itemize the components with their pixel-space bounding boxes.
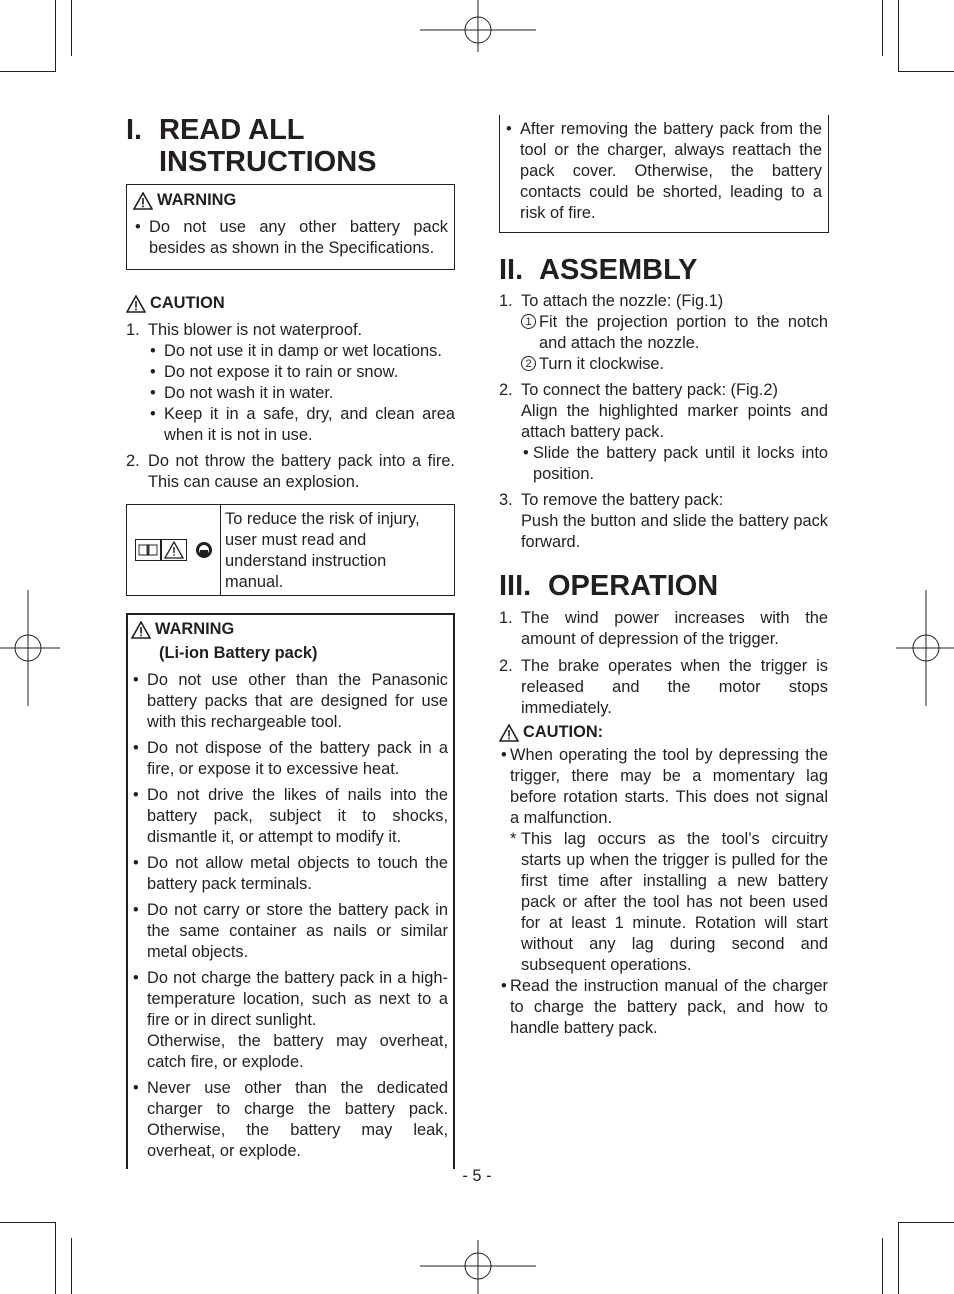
assembly-step-3: 3. To remove the battery pack: Push the button and slide the battery pack forward.: [499, 491, 828, 551]
warning-item: • Never use other than the dedicated charger to charge the battery pack. Otherwise, the battery may leak, overheat, or explode.: [131, 1078, 448, 1162]
circled-number-2-icon: 2: [521, 356, 536, 371]
warning-triangle-icon: [133, 192, 153, 210]
notice-icons: [127, 505, 221, 595]
warning-box-battery: [126, 184, 455, 270]
warning-item: • Do not use any other battery pack besides as shown in the Specifications.: [133, 217, 448, 259]
warning-triangle-icon: [126, 295, 146, 313]
book-icon: [135, 539, 161, 561]
warning-triangle-icon: [499, 724, 519, 742]
warning-header: [131, 619, 448, 640]
operation-content: [499, 608, 828, 1039]
circled-number-1-icon: 1: [521, 314, 536, 329]
warning-triangle-icon: [131, 621, 151, 639]
caution-bullet: • Read the instruction manual of the charger to charge the battery pack, and how to handle battery pack.: [499, 976, 828, 1039]
registration-mark-right: [896, 590, 954, 706]
caution-bullet: • Do not wash it in water.: [148, 383, 455, 404]
section-number: I.: [126, 114, 143, 146]
notice-text: To reduce the risk of injury, user must read and understand instruction manual.: [225, 510, 420, 591]
warning-label: WARNING: [155, 620, 235, 638]
warning-item: • After removing the battery pack from the tool or the charger, always reattach the pack cover. Otherwise, the battery contacts could be shorted, leading to a risk of fire.: [504, 119, 822, 224]
section-title: OPERATION: [548, 570, 719, 602]
title-line-1: READ ALL: [159, 114, 305, 146]
caution-bullet: • Do not expose it to rain or snow.: [148, 362, 455, 383]
caution-label: CAUTION: [150, 294, 225, 312]
assembly-step-1: 1. To attach the nozzle: (Fig.1) 1 Fit the projection portion to the notch and attach the nozzle. 2 Turn it clockwise.: [499, 292, 828, 373]
operation-item-2: 2. The brake operates when the trigger is released and the motor stops immediately.: [499, 657, 828, 717]
footnote: * This lag occurs as the tool’s circuitry starts up when the trigger is pulled for the first time after installing a new battery pack or after the tool has not been used for at least 1 minute. Rotation will start without any lag during second and subsequent operations.: [510, 830, 828, 974]
continued-warning-box: [499, 115, 829, 233]
warning-item: • Do not allow metal objects to touch the battery pack terminals.: [131, 853, 448, 895]
section-title-assembly: [499, 254, 829, 286]
warning-sublabel: (Li-ion Battery pack): [159, 644, 318, 662]
warning-item: • Do not drive the likes of nails into the battery pack, subject it to shocks, dismantle it, or attempt to modify it.: [131, 785, 448, 848]
title-line-2: INSTRUCTIONS: [159, 146, 377, 178]
operation-item-1: 1. The wind power increases with the amount of depression of the trigger.: [499, 609, 828, 648]
warning-label: WARNING: [157, 191, 237, 209]
caution-header: [499, 722, 828, 743]
warning-box-li-ion: [126, 613, 455, 1169]
warning-item: • Do not use other than the Panasonic battery packs that are designed for use with this rechargeable tool.: [131, 670, 448, 733]
warning-item: • Do not dispose of the battery pack in a fire, or expose it to excessive heat.: [131, 738, 448, 780]
sub-step: 1 Fit the projection portion to the notch and attach the nozzle.: [521, 312, 828, 354]
assembly-steps: [499, 291, 828, 553]
caution-label: CAUTION:: [523, 723, 604, 741]
registration-mark-bottom: [420, 1240, 536, 1294]
page-number: - 5 -: [462, 1167, 492, 1185]
caution-item-1: 1. This blower is not waterproof. • Do not use it in damp or wet locations. • Do not expose it to rain or snow. • Do not wash it in water. • Keep it in a safe, dry, and clean area when it is not in use.: [126, 320, 455, 446]
section-title-read-all-instructions: [126, 114, 456, 178]
section-number: II.: [499, 254, 524, 286]
sub-step: 2 Turn it clockwise.: [521, 354, 828, 375]
caution-bullet: • Keep it in a safe, dry, and clean area when it is not in use.: [148, 404, 455, 446]
caution-bullet: • When operating the tool by depressing the trigger, there may be a momentary lag before rotation starts. This does not signal a malfunction. * This lag occurs as the tool’s circuitry starts up when the trigger is pulled for the first time after installing a new battery pack or after the tool has not been used for at least 1 minute. Rotation will start without any lag during second and subsequent operations.: [499, 745, 828, 976]
registration-mark-left: [0, 590, 60, 706]
section-title-operation: [499, 570, 829, 602]
caution-header: [126, 293, 455, 314]
read-manual-notice: [126, 504, 455, 596]
caution-block: [126, 293, 455, 493]
assembly-step-2: 2. To connect the battery pack: (Fig.2) Align the highlighted marker points and attach battery pack. • Slide the battery pack until it locks into position.: [499, 380, 828, 485]
warning-header: [133, 190, 448, 211]
warning-triangle-icon: [161, 539, 187, 561]
caution-item-2: 2. Do not throw the battery pack into a fire. This can cause an explosion.: [126, 452, 455, 491]
caution-bullet: • Do not use it in damp or wet locations.: [148, 341, 455, 362]
section-title: ASSEMBLY: [539, 254, 698, 286]
warning-item: • Do not carry or store the battery pack in the same container as nails or similar metal objects.: [131, 900, 448, 963]
section-number: III.: [499, 570, 532, 602]
warning-item: • Do not charge the battery pack in a high-temperature location, such as next to a fire or in direct sunlight. Otherwise, the battery may overheat, catch fire, or explode.: [131, 968, 448, 1073]
registration-mark-top: [420, 0, 536, 60]
reading-face-icon: [195, 541, 213, 559]
